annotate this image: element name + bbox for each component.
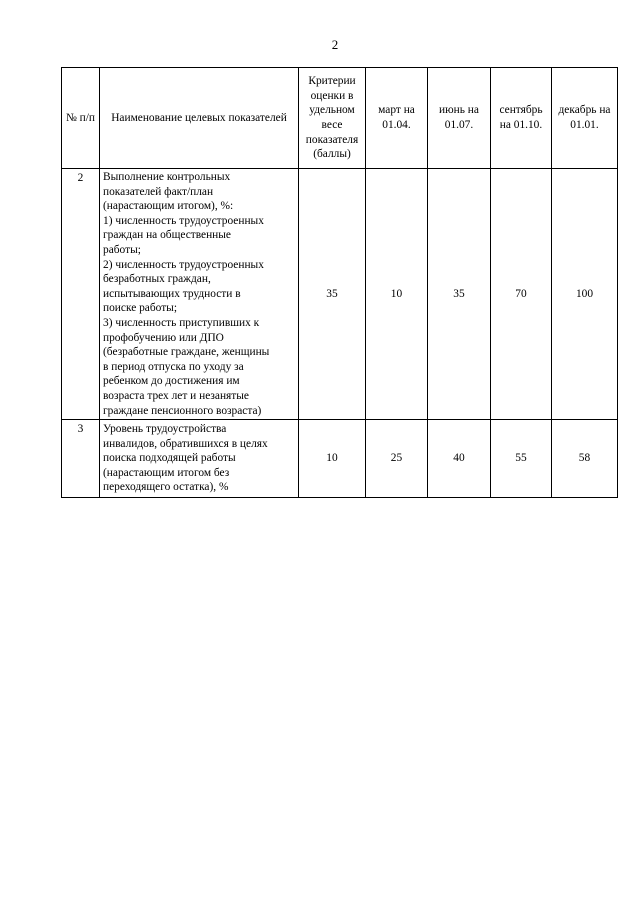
march-value: 10	[366, 169, 428, 420]
name-line: ребенком до достижения им	[103, 375, 240, 388]
header-num: № п/п	[62, 68, 100, 169]
header-criteria: Критерии оценки в удельном весе показателя (баллы)	[299, 68, 366, 169]
name-line: показателей факт/план	[103, 185, 214, 198]
june-value: 40	[428, 420, 491, 498]
row-number: 3	[62, 420, 100, 498]
name-line: поиске работы;	[103, 302, 177, 315]
name-line: граждане пенсионного возраста)	[103, 404, 262, 417]
name-line: безработных граждан,	[103, 273, 211, 286]
september-value: 70	[491, 169, 552, 420]
name-line: (безработные граждане, женщины	[103, 346, 270, 359]
criteria-value: 10	[299, 420, 366, 498]
page-number: 2	[331, 37, 339, 52]
header-name: Наименование целевых показателей	[100, 68, 299, 169]
name-line: переходящего остатка), %	[103, 481, 229, 494]
header-december: декабрь на 01.01.	[552, 68, 618, 169]
name-line: возраста трех лет и незанятые	[103, 389, 249, 402]
name-line: испытывающих трудности в	[103, 287, 241, 300]
name-line: Уровень трудоустройства	[103, 423, 227, 436]
name-line: работы;	[103, 243, 141, 256]
indicators-table	[61, 67, 618, 498]
criteria-value: 35	[299, 169, 366, 420]
table-header-row	[62, 68, 618, 169]
name-line: (нарастающим итогом), %:	[103, 200, 234, 213]
name-line: поиска подходящей работы	[103, 452, 236, 465]
december-value: 100	[552, 169, 618, 420]
name-line: профобучению или ДПО	[103, 331, 224, 344]
table-row	[62, 169, 618, 420]
name-line: (нарастающим итогом без	[103, 466, 230, 479]
indicator-name	[100, 420, 299, 498]
table-row	[62, 420, 618, 498]
header-september: сентябрь на 01.10.	[491, 68, 552, 169]
name-line: 3) численность приступивших к	[103, 316, 260, 329]
header-june: июнь на 01.07.	[428, 68, 491, 169]
header-march: март на 01.04.	[366, 68, 428, 169]
name-line: граждан на общественные	[103, 229, 231, 242]
name-line: инвалидов, обратившихся в целях	[103, 437, 268, 450]
december-value: 58	[552, 420, 618, 498]
september-value: 55	[491, 420, 552, 498]
march-value: 25	[366, 420, 428, 498]
name-line: в период отпуска по уходу за	[103, 360, 244, 373]
name-line: 1) численность трудоустроенных	[103, 214, 264, 227]
name-line: Выполнение контрольных	[103, 171, 231, 183]
name-line: 2) численность трудоустроенных	[103, 258, 264, 271]
row-number: 2	[62, 169, 100, 420]
indicator-name	[100, 169, 299, 420]
june-value: 35	[428, 169, 491, 420]
